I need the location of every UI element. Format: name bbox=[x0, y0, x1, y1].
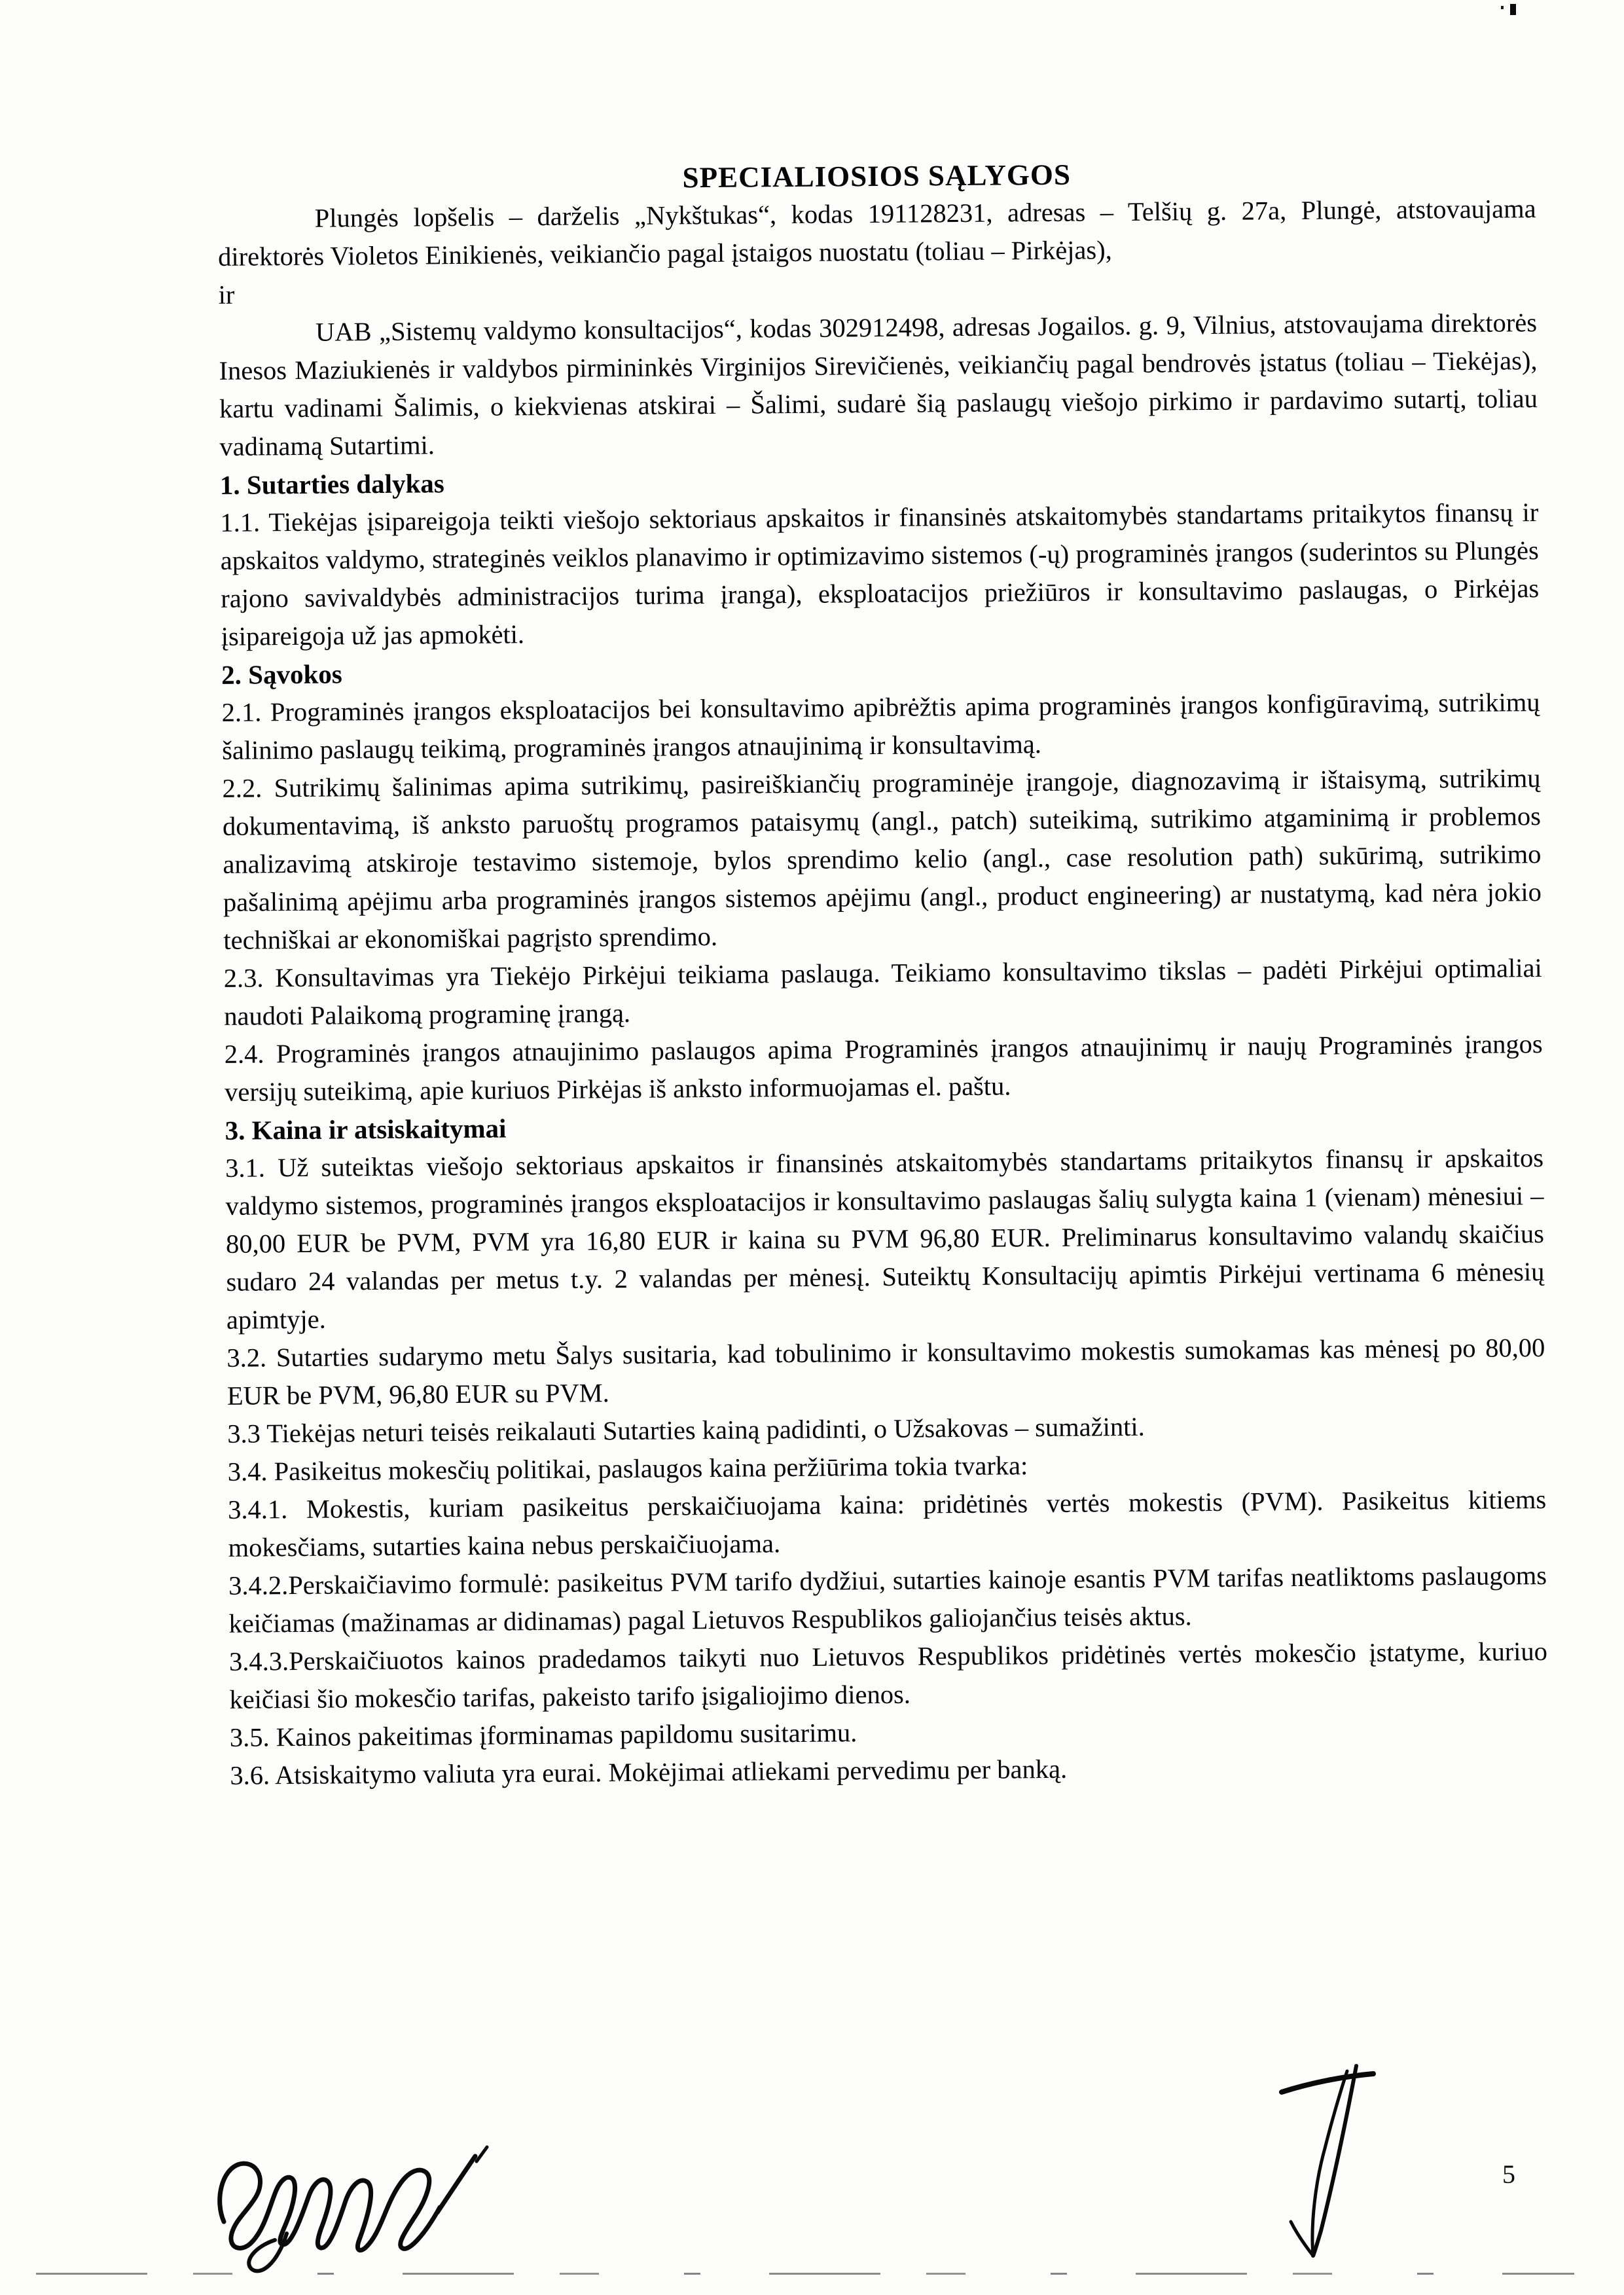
intro-party-supplier: UAB „Sistemų valdymo konsultacijos“, kodas 302912498, adresas Jogailos. g. 9, Vilnius, atstovaujama direktorės Inesos Maziukienės ir valdybos pirmininkės Virginijos Sirevičienės, veikiančių pagal bendrovės įstatus (toliau – Tiekėjas), kartu vadinami Šalimis, o kiekvienas atskirai – Šalimi, sudarė šią paslaugų viešojo pirkimo ir pardavimo sutartį, toliau vadinamą Sutartimi. bbox=[219, 308, 1538, 461]
clause-3-1: 3.1. Už suteiktas viešojo sektoriaus apskaitos ir finansinės atskaitomybės standartams pritaikytos finansų ir apskaitos valdymo sistemos, programinės įrangos eksploatacijos ir konsultavimo paslaugas šalių sulygta kaina 1 (vienam) mėnesiui – 80,00 EUR be PVM, PVM yra 16,80 EUR ir kaina su PVM 96,80 EUR. Preliminarus konsultavimo valandų skaičius sudaro 24 valandas per metus t.y. 2 valandas per mėnesį. Suteiktų Konsultacijų apimtis Pirkėjui vertinama 6 mėnesių apimtyje. bbox=[225, 1143, 1545, 1335]
clause-1-1: 1.1. Tiekėjas įsipareigoja teikti viešojo sektoriaus apskaitos ir finansinės atskaitomybės standartams pritaikytos finansų ir apskaitos valdymo, strateginės veiklos planavimo ir optimizavimo sistemos (-ų) programinės įrangos (suderintos su Plungės rajono savivaldybės administracijos turima įranga), eksploatacijos priežiūros ir konsultavimo paslaugas, o Pirkėjas įsipareigoja už jas apmokėti. bbox=[220, 497, 1540, 651]
section-2-heading: 2. Sąvokos bbox=[221, 659, 342, 690]
section-3-heading: 3. Kaina ir atsiskaitymai bbox=[225, 1113, 507, 1146]
clause-3-4-2: 3.4.2.Perskaičiavimo formulė: pasikeitus PVM tarifo dydžiui, sutarties kainoje esantis PVM tarifas neatliktoms paslaugoms keičiamas (mažinamas ar didinamas) pagal Lietuvos Respublikos galiojančius teisės aktus. bbox=[228, 1561, 1547, 1638]
clause-3-4-1: 3.4.1. Mokestis, kuriam pasikeitus perskaičiuojama kaina: pridėtinės vertės mokestis (PVM). Pasikeitus kitiems mokesčiams, sutarties kaina nebus perskaičiuojama. bbox=[228, 1485, 1547, 1563]
page-number: 5 bbox=[1502, 2159, 1515, 2189]
signature-supplier bbox=[1257, 2062, 1398, 2265]
clause-3-3: 3.3 Tiekėjas neturi teisės reikalauti Sutarties kainą padidinti, o Užsakovas – sumažinti. bbox=[227, 1411, 1145, 1449]
staple-dot bbox=[1501, 6, 1504, 9]
clause-3-6: 3.6. Atsiskaitymo valiuta yra eurai. Mokėjimai atliekami pervedimu per banką. bbox=[230, 1754, 1068, 1790]
clause-3-2: 3.2. Sutarties sudarymo metu Šalys susitaria, kad tobulinimo ir konsultavimo mokestis sumokamas kas mėnesį po 80,00 EUR be PVM, 96,80 EUR su PVM. bbox=[226, 1333, 1545, 1411]
clause-2-3: 2.3. Konsultavimas yra Tiekėjo Pirkėjui teikiama paslauga. Teikiamo konsultavimo tikslas – padėti Pirkėjui optimaliai naudoti Palaikomą programinę įrangą. bbox=[223, 953, 1542, 1031]
staple-mark bbox=[1510, 4, 1516, 15]
clause-3-5: 3.5. Kainos pakeitimas įforminamas papildomu susitarimu. bbox=[229, 1718, 857, 1752]
document-title: SPECIALIOSIOS SĄLYGOS bbox=[682, 158, 1072, 194]
clause-2-2: 2.2. Sutrikimų šalinimas apima sutrikimų, pasireiškiančių programinėje įrangoje, diagnozavimą ir ištaisymą, sutrikimų dokumentavimą, iš anksto paruoštų programos pataisymų (angl., patch) suteikimą, sutrikimo atgaminimą ir problemos analizavimą atskiroje testavimo sistemoje, bylos sprendimo kelio (angl., case resolution path) sukūrimą, sutrikimo pašalinimą apėjimu arba programinės įrangos sistemos apėjimu (angl., product engineering) ar nustatymą, kad nėra jokio techniškai ar ekonomiškai pagrįsto sprendimo. bbox=[222, 763, 1542, 955]
clause-3-4: 3.4. Pasikeitus mokesčių politikai, paslaugos kaina peržiūrima tokia tvarka: bbox=[227, 1451, 1028, 1487]
section-1-heading: 1. Sutarties dalykas bbox=[219, 468, 444, 500]
intro-party-buyer: Plungės lopšelis – darželis „Nykštukas“, kodas 191128231, adresas – Telšių g. 27a, Plungė, atstovaujama direktorės Violetos Einikienės, veikiančio pagal įstaigos nuostatu (toliau – Pirkėjas), bbox=[217, 194, 1536, 272]
clause-2-1: 2.1. Programinės įrangos eksploatacijos bei konsultavimo apibrėžtis apima programinės įrangos konfigūravimą, sutrikimų šalinimo paslaugų teikimą, programinės įrangos atnaujinimą ir konsultavimą. bbox=[221, 687, 1540, 765]
clause-3-4-3: 3.4.3.Perskaičiuotos kainos pradedamos taikyti nuo Lietuvos Respublikos pridėtinės vertės mokesčio įstatyme, kuriuo keičiasi šio mokesčio tarifas, pakeisto tarifo įsigaliojimo dienos. bbox=[228, 1636, 1548, 1714]
signature-buyer bbox=[209, 2135, 491, 2279]
document-content bbox=[217, 152, 1549, 1795]
scan-artifact-line bbox=[36, 2273, 1574, 2275]
clause-2-4: 2.4. Programinės įrangos atnaujinimo paslaugos apima Programinės įrangos atnaujinimų ir naujų Programinės įrangos versijų suteikimą, apie kuriuos Pirkėjas iš anksto informuojamas el. paštu. bbox=[224, 1029, 1543, 1107]
intro-conjunction: ir bbox=[218, 280, 235, 310]
